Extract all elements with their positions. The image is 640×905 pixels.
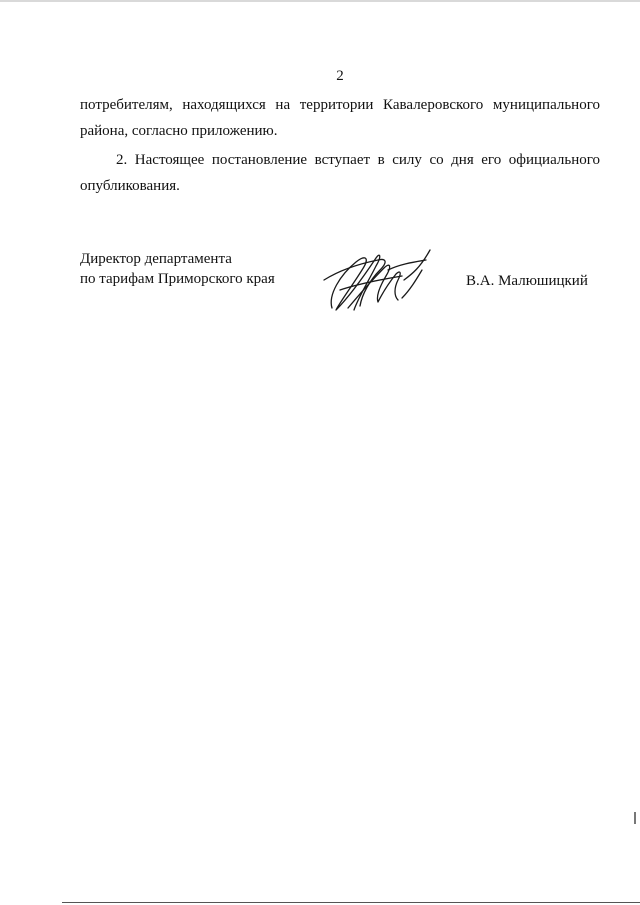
paragraph-2-line-1: 2. Настоящее постановление вступает в силу со дня его официального <box>116 152 600 168</box>
signatory-name: В.А. Малюшицкий <box>466 273 588 289</box>
handwritten-signature <box>318 240 438 315</box>
scan-bottom-edge <box>62 902 640 903</box>
paragraph-2-line-2: опубликования. <box>80 178 180 194</box>
scan-top-edge <box>0 0 640 2</box>
signatory-title-line-2: по тарифам Приморского края <box>80 271 275 287</box>
paragraph-2 <box>80 147 600 199</box>
paragraph-1 <box>80 92 600 144</box>
signatory-title <box>80 249 275 289</box>
paragraph-1-line-2: района, согласно приложению. <box>80 123 278 139</box>
signatory-title-line-1: Директор департамента <box>80 251 232 267</box>
scan-mark <box>634 812 636 824</box>
page-number: 2 <box>336 68 344 84</box>
paragraph-1-line-1: потребителям, находящихся на территории Кавалеровского муниципального <box>80 97 600 113</box>
